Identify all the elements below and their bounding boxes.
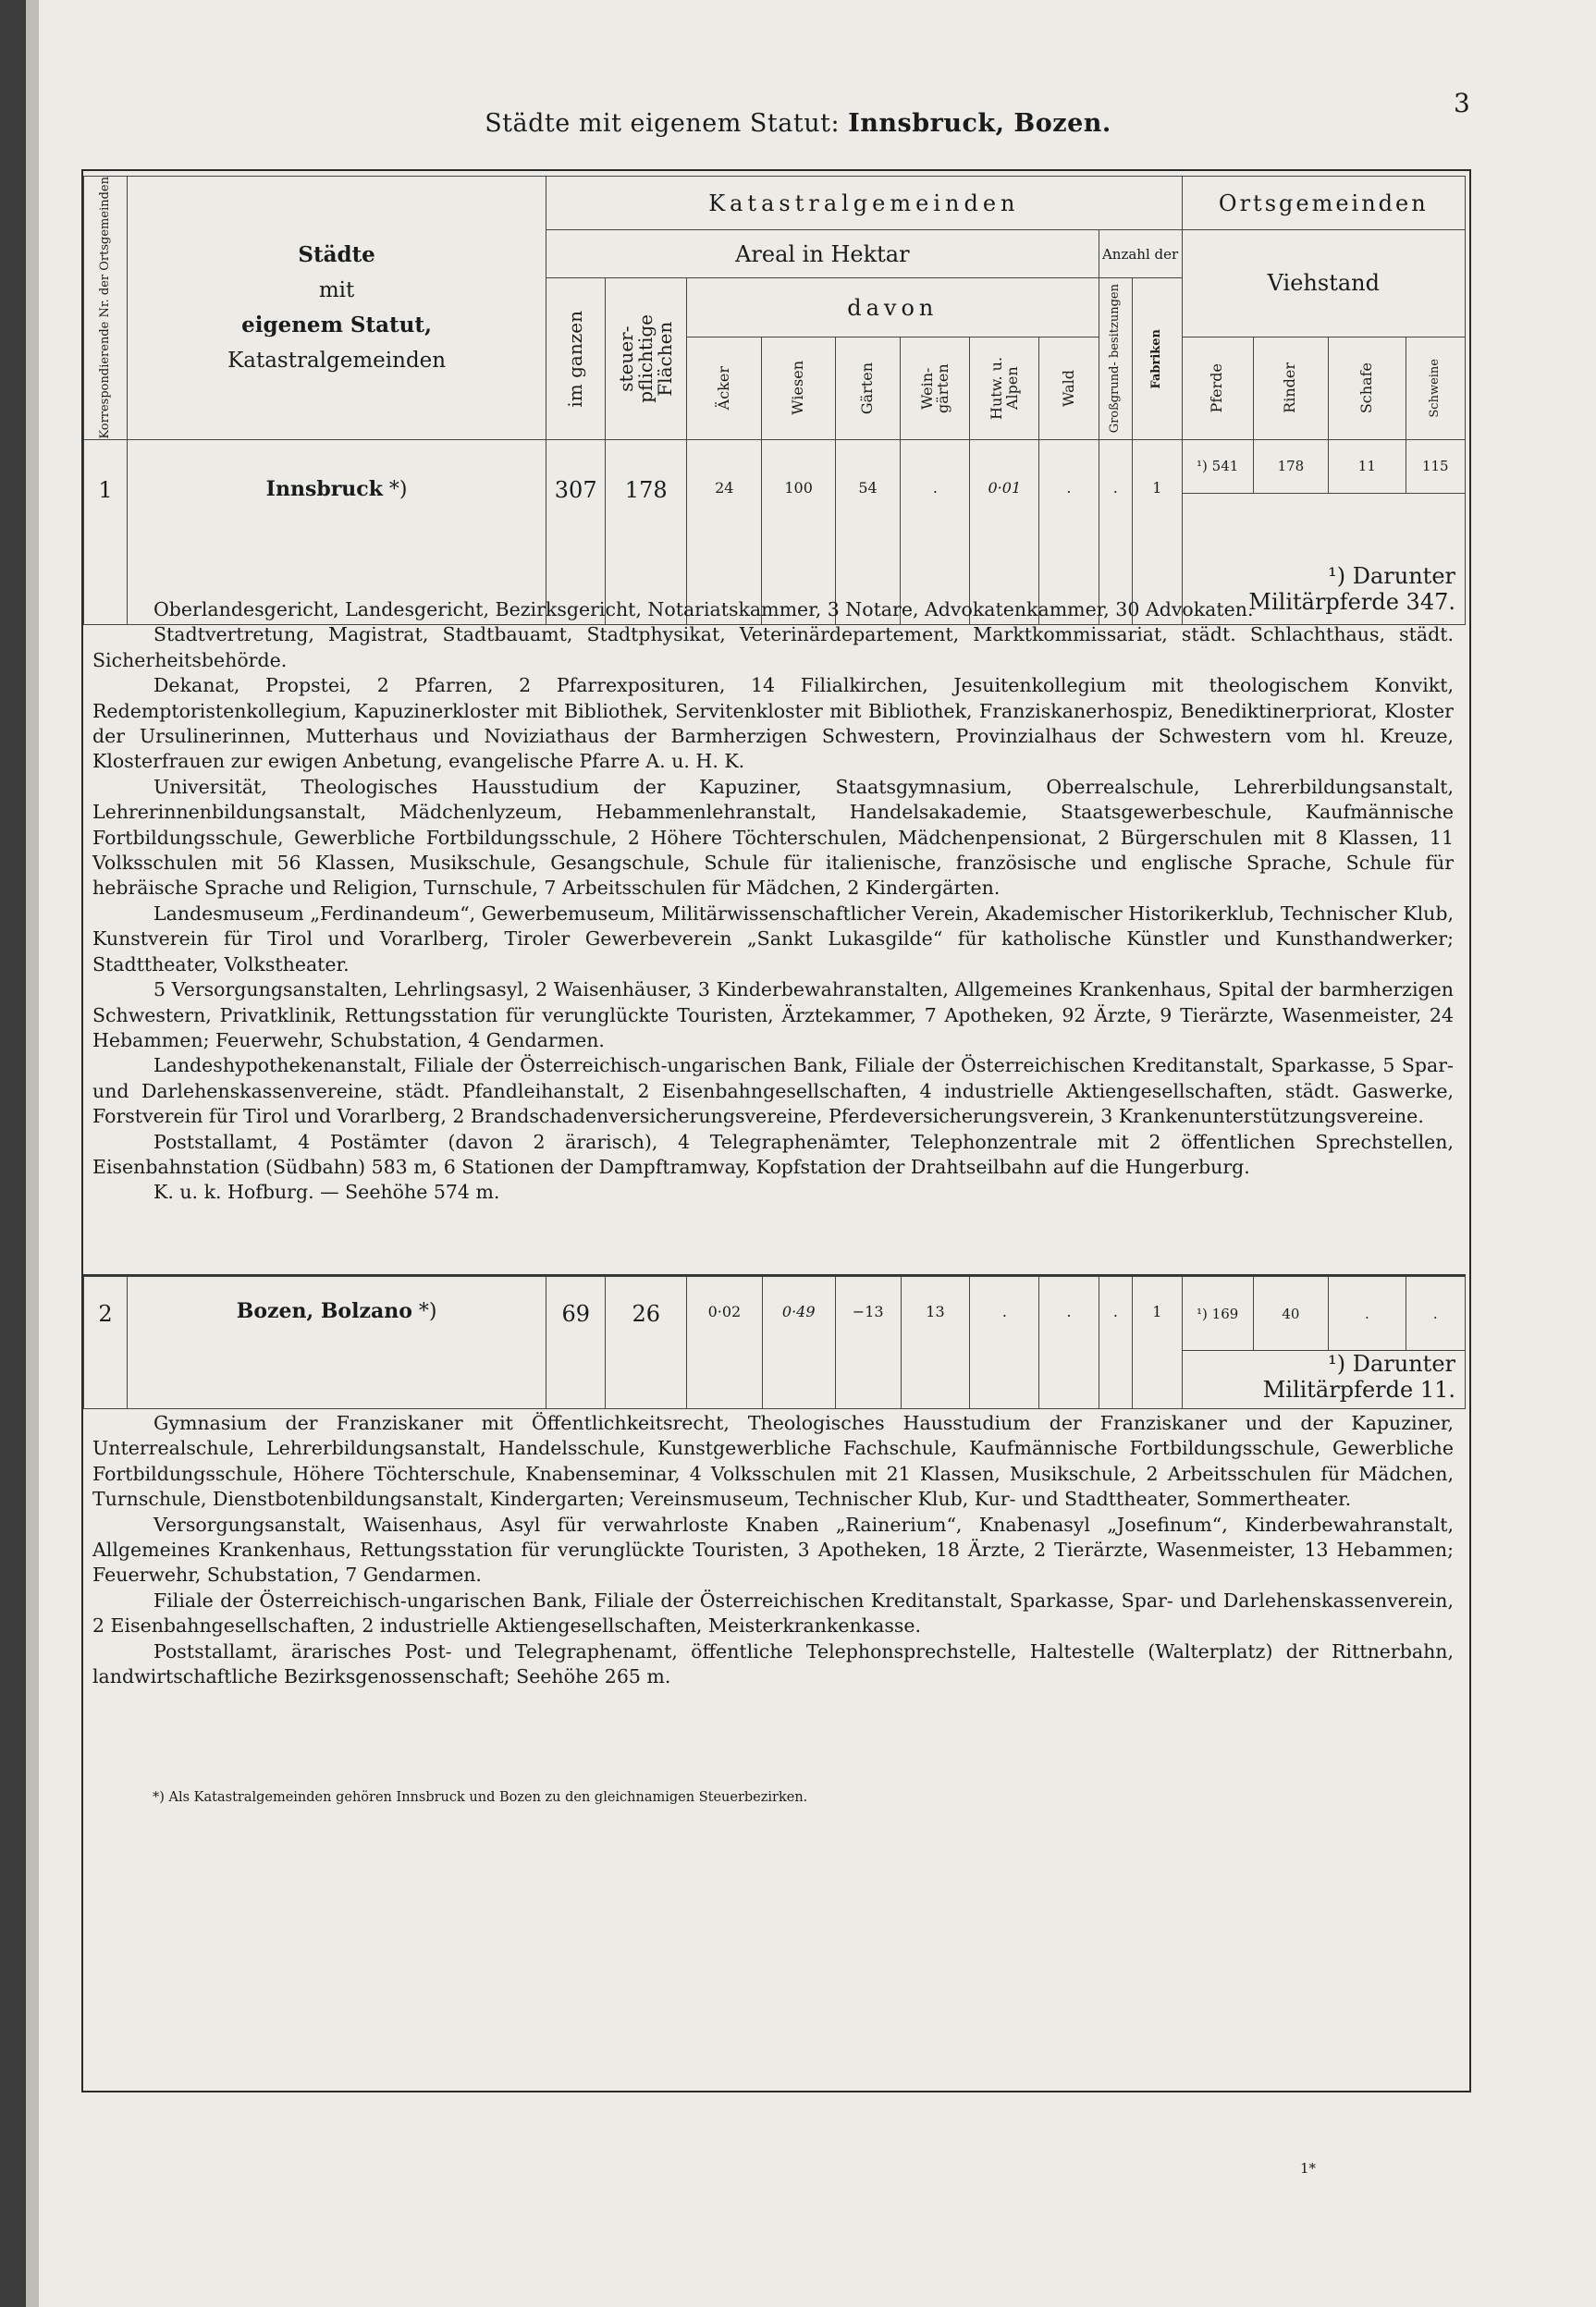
col-schweine: Schweine <box>1406 337 1465 439</box>
innsbruck-paragraph: Landesmuseum „Ferdinandeum“, Gewerbemuseum, Militärwissenschaftlicher Verein, Akademischer Historikerklub, Technischer Klub, Kunstverein für Tirol und Vorarlberg, Tiroler Gewerbeverein „Sankt Lukasgilde“ für katholische Künstler und Kunsthandwerker; Stadttheater, Volkstheater. <box>92 902 1454 976</box>
innsbruck-description <box>92 597 1454 1206</box>
statistics-table <box>83 176 1466 625</box>
col-stadt-l2: mit <box>318 277 355 302</box>
innsbruck-paragraph: Universität, Theologisches Hausstudium der Kapuziner, Staatsgymnasium, Oberrealschule, Lehrerbildungsanstalt, Lehrerinnenbildungsanstalt, Mädchenlyzeum, Hebammenlehranstalt, Handelsakademie, Staatsgewerbeschule, Kaufmännische Fortbildungsschule, Gewerbliche Fortbildungsschule, 2 Höhere Töchterschulen, Mädchenpensionat, 2 Bürgerschulen mit 8 Klassen, 11 Volksschulen mit 56 Klassen, Musikschule, Gesangschule, Schule für italienische, französische und englische Sprache, Schule für hebräische Sprache und Religion, Turnschule, 7 Arbeitsschulen für Mädchen, 2 Kindergärten. <box>92 775 1454 900</box>
header-areal: Areal in Hektar <box>546 230 1099 278</box>
row1-steuer: 178 <box>606 439 687 624</box>
col-weingaerten: Wein- gärten <box>901 337 970 439</box>
row1-pferde: ¹) 541 <box>1182 439 1253 493</box>
col-header-stadt <box>128 177 546 440</box>
row2-wald: . <box>1039 1277 1099 1409</box>
col-stadt-l3: eigenem Statut, <box>241 312 433 337</box>
col-schafe: Schafe <box>1329 337 1406 439</box>
row2-wiesen: 0·49 <box>762 1277 835 1409</box>
row2-nr: 2 <box>84 1277 128 1409</box>
row2-steuer: 26 <box>606 1277 687 1409</box>
col-pferde: Pferde <box>1182 337 1253 439</box>
row2-acker: 0·02 <box>687 1277 762 1409</box>
row2-im-ganzen: 69 <box>546 1277 606 1409</box>
innsbruck-paragraph: Oberlandesgericht, Landesgericht, Bezirksgericht, Notariatskammer, 3 Notare, Advokatenkammer, 30 Advokaten. <box>153 598 1254 620</box>
row1-wald: . <box>1039 439 1099 624</box>
header-katastral: Katastralgemeinden <box>546 177 1183 230</box>
row1-schweine: 115 <box>1406 439 1465 493</box>
table-row <box>84 439 1466 493</box>
bozen-paragraph: Poststallamt, ärarisches Post- und Telegraphenamt, öffentliche Telephonsprechstelle, Haltestelle (Walterplatz) der Rittnerbahn, landwirtschaftliche Bezirksgenossenschaft; Seehöhe 265 m. <box>92 1639 1454 1688</box>
innsbruck-paragraph: Dekanat, Propstei, 2 Pfarren, 2 Pfarrexposituren, 14 Filialkirchen, Jesuitenkollegium mit theologischem Konvikt, Redemptoristenkollegium, Kapuzinerkloster mit Bibliothek, Servitenkloster mit Bibliothek, Franziskanerhospiz, Benediktinerpriorat, Kloster der Ursulinerinnen, Mutterhaus und Noviziathaus der Barmherzigen Schwestern, Provinzialhaus der Schwestern vom hl. Kreuze, Klosterfrauen zur ewigen Anbetung, evangelische Pfarre A. u. H. K. <box>92 674 1454 773</box>
col-hutweiden: Hutw. u. Alpen <box>970 337 1039 439</box>
page-binding-edge <box>0 0 26 2307</box>
row1-viehstand-note: ¹) Darunter Militärpferde 347. <box>1182 493 1465 624</box>
bozen-paragraph: Filiale der Österreichisch-ungarischen Bank, Filiale der Österreichischen Kreditanstalt, Sparkasse, Spar- und Darlehenskassenverein, 2 Eisenbahngesellschaften, 2 industrielle Aktiengesellschaften, Meisterkrankenkasse. <box>92 1589 1454 1638</box>
col-acker: Äcker <box>687 337 762 439</box>
header-davon: davon <box>687 278 1099 337</box>
col-grossgrund: Großgrund- besitzungen <box>1099 278 1132 439</box>
row2-schweine: . <box>1406 1277 1465 1351</box>
header-viehstand: Viehstand <box>1182 230 1465 337</box>
title-prefix: Städte mit eigenem Statut: <box>485 109 849 138</box>
innsbruck-paragraph: Stadtvertretung, Magistrat, Stadtbauamt, Stadtphysikat, Veterinärdepartement, Marktkommissariat, städt. Schlachthaus, städt. Sicherheitsbehörde. <box>92 623 1454 671</box>
page-binding-shadow <box>26 0 39 2307</box>
signature-mark: 1* <box>1300 2160 1317 2177</box>
col-im-ganzen: im ganzen <box>546 278 606 439</box>
row2-rinder: 40 <box>1253 1277 1328 1351</box>
row2-grossgrund: . <box>1099 1277 1132 1409</box>
row1-hutweiden: 0·01 <box>970 439 1039 624</box>
row1-gaerten: 54 <box>835 439 901 624</box>
row1-acker: 24 <box>687 439 762 624</box>
col-wald: Wald <box>1039 337 1099 439</box>
innsbruck-paragraph: Landeshypothekenanstalt, Filiale der Österreichisch-ungarischen Bank, Filiale der Österreichischen Kreditanstalt, Sparkasse, 5 Spar- und Darlehenskassenvereine, städt. Pfandleihanstalt, 2 Eisenbahngesellschaften, 4 industrielle Aktiengesellschaften, städt. Gaswerke, Forstverein für Tirol und Vorarlberg, 2 Brandschadenversicherungsvereine, Pferdeversicherungsverein, 3 Krankenunterstützungsvereine. <box>92 1054 1454 1128</box>
row2-pferde: ¹) 169 <box>1182 1277 1253 1351</box>
header-anzahl: Anzahl der <box>1099 230 1182 278</box>
row2-name: Bozen, Bolzano *) <box>128 1277 546 1409</box>
col-fabriken: Fabriken <box>1132 278 1182 439</box>
header-orts: Ortsgemeinden <box>1182 177 1465 230</box>
row2-viehstand-note: ¹) Darunter Militärpferde 11. <box>1182 1351 1465 1409</box>
innsbruck-paragraph: Poststallamt, 4 Postämter (davon 2 ärarisch), 4 Telegraphenämter, Telephonzentrale mit 2 öffentlichen Sprechstellen, Eisenbahnstation (Südbahn) 583 m, 6 Stationen der Dampftramway, Kopfstation der Drahtseilbahn auf die Hungerburg. <box>92 1130 1454 1178</box>
row1-grossgrund: . <box>1099 439 1132 624</box>
bozen-description <box>92 1411 1454 1689</box>
row1-name: Innsbruck *) <box>128 439 546 624</box>
col-wiesen: Wiesen <box>762 337 835 439</box>
row2-weingaerten: 13 <box>901 1277 970 1409</box>
col-stadt-l1: Städte <box>298 241 375 267</box>
innsbruck-paragraph: 5 Versorgungsanstalten, Lehrlingsasyl, 2 Waisenhäuser, 3 Kinderbewahranstalten, Allgemeines Krankenhaus, Spital der barmherzigen Schwestern, Privatklinik, Rettungsstation für verunglückte Touristen, Ärztekammer, 7 Apotheken, 92 Ärzte, 9 Tierärzte, Wasenmeister, 24 Hebammen; Feuerwehr, Schubstation, 4 Gendarmen. <box>92 978 1454 1051</box>
row1-schafe: 11 <box>1329 439 1406 493</box>
row1-weingaerten: . <box>901 439 970 624</box>
row2-hutweiden: . <box>970 1277 1039 1409</box>
table-row <box>84 1277 1466 1351</box>
statistics-table-row2 <box>83 1276 1466 1409</box>
page-number: 3 <box>1454 88 1470 118</box>
title-cities: Innsbruck, Bozen. <box>848 109 1111 138</box>
row2-gaerten: −13 <box>835 1277 901 1409</box>
row1-im-ganzen: 307 <box>546 439 606 624</box>
col-header-correspondence: Korrespondierende Nr. der Ortsgemeinden <box>84 177 128 440</box>
row2-fabriken: 1 <box>1133 1277 1183 1409</box>
row1-fabriken: 1 <box>1132 439 1182 624</box>
col-gaerten: Gärten <box>835 337 901 439</box>
row2-schafe: . <box>1329 1277 1406 1351</box>
row1-nr: 1 <box>84 439 128 624</box>
row1-rinder: 178 <box>1253 439 1328 493</box>
innsbruck-paragraph: K. u. k. Hofburg. — Seehöhe 574 m. <box>153 1181 500 1204</box>
row1-wiesen: 100 <box>762 439 835 624</box>
bozen-paragraph: Gymnasium der Franziskaner mit Öffentlichkeitsrecht, Theologisches Hausstudium der Franziskaner und der Kapuziner, Unterrealschule, Lehrerbildungsanstalt, Handelsschule, Kunstgewerbliche Fachschule, Kaufmännische Fortbildungsschule, Gewerbliche Fortbildungsschule, Höhere Töchterschule, Knabenseminar, 4 Volksschulen mit 21 Klassen, Musikschule, 2 Arbeitsschulen für Mädchen, Turnschule, Dienstbotenbildungsanstalt, Kindergarten; Vereinsmuseum, Technischer Klub, Kur- und Stadttheater, Sommertheater. <box>92 1412 1454 1511</box>
col-steuer: steuer- pflichtige Flächen <box>606 278 687 439</box>
page-title <box>0 109 1596 138</box>
footnote: *) Als Katastralgemeinden gehören Innsbruck und Bozen zu den gleichnamigen Steuerbezirken. <box>153 1790 808 1805</box>
col-stadt-l4: Katastralgemeinden <box>227 348 447 373</box>
bozen-paragraph: Versorgungsanstalt, Waisenhaus, Asyl für verwahrloste Knaben „Rainerium“, Knabenasyl „Josefinum“, Kinderbewahranstalt, Allgemeines Krankenhaus, Rettungsstation für verunglückte Touristen, 3 Apotheken, 18 Ärzte, 2 Tierärzte, Wasenmeister, 13 Hebammen; Feuerwehr, Schubstation, 7 Gendarmen. <box>92 1513 1454 1587</box>
col-rinder: Rinder <box>1253 337 1328 439</box>
